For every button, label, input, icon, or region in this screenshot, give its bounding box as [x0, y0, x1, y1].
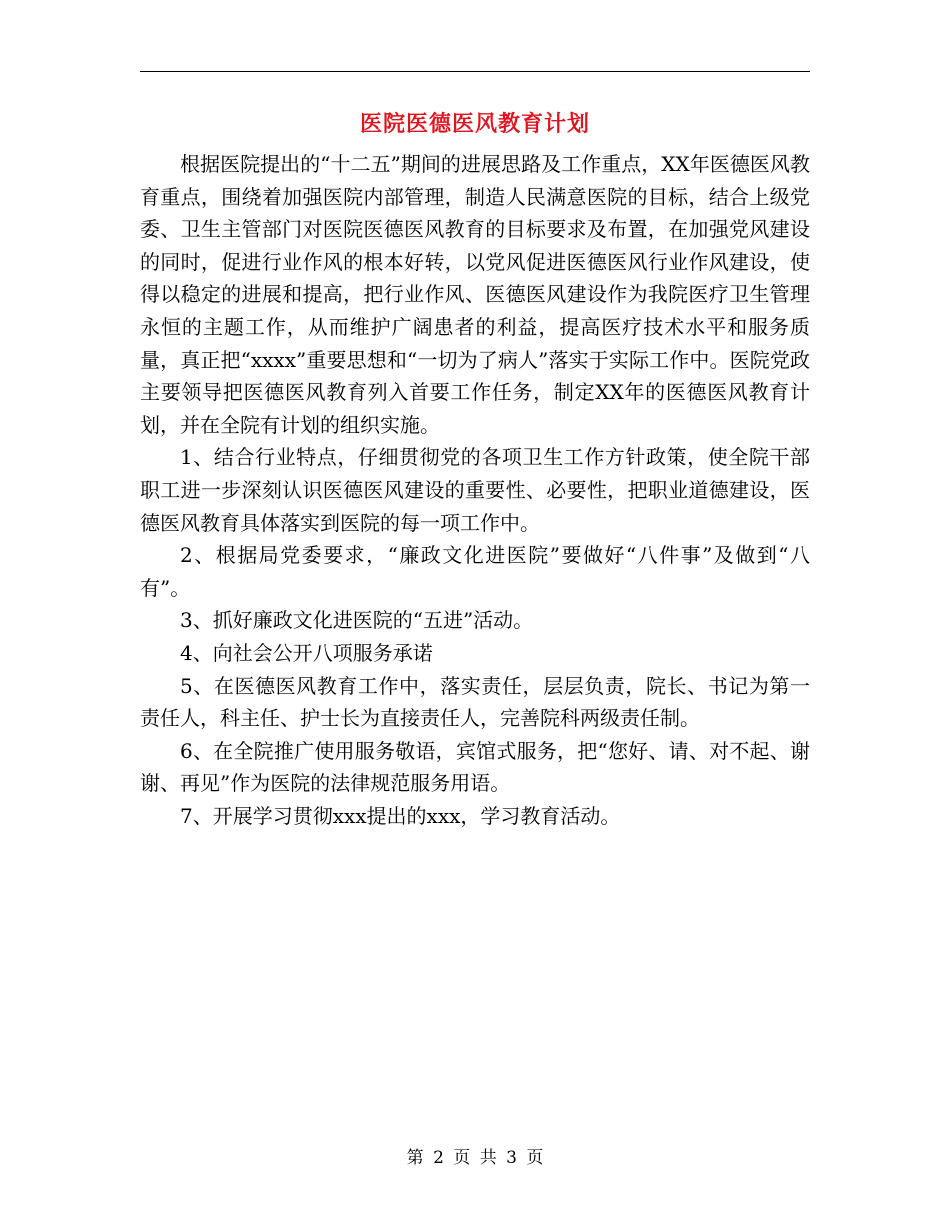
list-item-7: 7、开展学习贯彻xxx提出的xxx，学习教育活动。 — [180, 803, 621, 828]
document-body — [140, 148, 810, 832]
list-item-4: 4、向社会公开八项服务承诺 — [180, 640, 433, 665]
header-rule — [140, 71, 810, 72]
intro-paragraph: 根据医院提出的“十二五”期间的进展思路及工作重点，XX年医德医风教育重点，围绕着加强医院内部管理，制造人民满意医院的目标，结合上级党委、卫生主管部门对医院医德医风教育的目标要求及布置，在加强党风建设的同时，促进行业作风的根本好转，以党风促进医德医风行业作风建设，使得以稳定的进展和提高，把行业作风、医德医风建设作为我院医疗卫生管理永恒的主题工作，从而维护广阔患者的利益，提高医疗技术水平和服务质量，真正把“xxxx”重要思想和“一切为了病人”落实于实际工作中。医院党政主要领导把医德医风教育列入首要工作任务，制定XX年的医德医风教育计划，并在全院有计划的组织实施。 — [140, 152, 810, 437]
page-number-footer: 第 2 页 共 3 页 — [406, 1148, 544, 1168]
list-item-3: 3、抓好廉政文化进医院的“五进”活动。 — [180, 608, 534, 633]
list-item-1: 1、结合行业特点，仔细贯彻党的各项卫生工作方针政策，使全院干部职工进一步深刻认识医德医风建设的重要性、必要性，把职业道德建设，医德医风教育具体落实到医院的每一项工作中。 — [140, 445, 810, 535]
list-item-2: 2、根据局党委要求，“廉政文化进医院”要做好“八件事”及做到“八有”。 — [140, 543, 810, 600]
list-item-5: 5、在医德医风教育工作中，落实责任，层层负责，院长、书记为第一责任人，科主任、护士长为直接责任人，完善院科两级责任制。 — [140, 673, 810, 731]
list-item-6: 6、在全院推广使用服务敬语，宾馆式服务，把“您好、请、对不起、谢谢、再见”作为医院的法律规范服务用语。 — [140, 738, 810, 796]
document-title: 医院医德医风教育计划 — [359, 111, 590, 137]
